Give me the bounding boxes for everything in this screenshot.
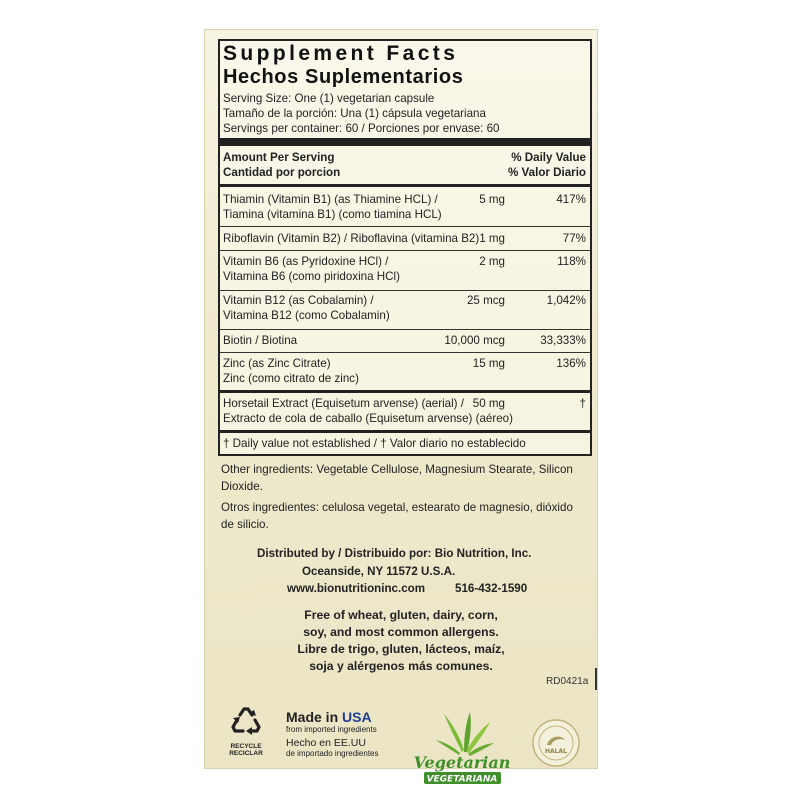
amount-header-en: Amount Per Serving	[223, 151, 335, 164]
vegetarian-logo	[410, 710, 515, 786]
dv-header-en: % Daily Value	[511, 151, 586, 164]
edge-mark	[595, 668, 597, 690]
nutrient-dv: 118%	[557, 255, 586, 268]
nutrient-amount: 25 mcg	[466, 294, 505, 307]
website-link[interactable]: www.bionutritioninc.com	[287, 582, 426, 595]
allergen-es-2: soja y alérgenos más comunes.	[309, 659, 493, 673]
other-ingredients-en: Other ingredients: Vegetable Cellulose, Magnesium Stearate, Silicon Dioxide.	[221, 463, 573, 493]
servings-per-container: Servings per container: 60 / Porciones por envase: 60	[223, 122, 500, 135]
row-divider	[220, 290, 590, 291]
serving-size-es: Tamaño de la porción: Una (1) cápsula vegetariana	[223, 107, 486, 120]
de-importado-text: de importado ingredientes	[286, 749, 379, 758]
medium-divider	[220, 430, 590, 433]
nutrient-name: Horsetail Extract (Equisetum arvense) (aerial) / Extracto de cola de caballo (Equisetum arvense) (aéreo)	[223, 397, 513, 425]
vegetarian-text: Vegetarian	[413, 753, 511, 772]
halal-text: HALAL	[545, 748, 567, 755]
distributor-line: Distributed by / Distribuido por: Bio Nutrition, Inc.	[257, 547, 532, 560]
nutrient-name: Zinc (as Zinc Citrate) Zinc (como citrato de zinc)	[223, 357, 359, 385]
hecho-en-text: Hecho en EE.UU	[286, 737, 366, 749]
nutrient-amount: 2 mg	[479, 255, 505, 268]
recycle-text: RECYCLE	[230, 743, 262, 750]
row-divider	[220, 329, 590, 330]
medium-divider	[220, 390, 590, 393]
nutrient-dv: 136%	[556, 357, 586, 370]
nutrient-amount: 50 mg	[472, 397, 505, 410]
facts-title-es: Hechos Suplementarios	[223, 66, 464, 88]
nutrient-amount: 15 mg	[472, 357, 505, 370]
allergen-en-1: Free of wheat, gluten, dairy, corn,	[304, 608, 498, 622]
lot-code: RD0421a	[546, 676, 589, 687]
facts-title-en: Supplement Facts	[223, 42, 459, 65]
recycle-icon	[229, 706, 263, 738]
allergen-en-2: soy, and most common allergens.	[303, 625, 499, 639]
dv-header-es: % Valor Diario	[508, 166, 586, 179]
distributor-address: Oceanside, NY 11572 U.S.A.	[302, 565, 456, 578]
nutrient-dv: 417%	[556, 193, 586, 206]
supplement-facts-panel	[218, 39, 592, 456]
footnote: † Daily value not established / † Valor diario no establecido	[223, 437, 526, 450]
nutrient-name: Biotin / Biotina	[223, 334, 298, 347]
row-divider	[220, 250, 590, 251]
row-divider	[220, 352, 590, 353]
nutrient-amount: 10,000 mcg	[444, 334, 505, 347]
halal-seal-icon	[531, 718, 581, 768]
thick-divider	[220, 138, 590, 146]
made-in-text: Made in	[286, 709, 339, 725]
nutrient-name: Thiamin (Vitamin B1) (as Thiamine HCL) / Tiamina (vitamina B1) (como tiamina HCL)	[223, 193, 442, 221]
serving-size: Serving Size: One (1) vegetarian capsule	[223, 92, 435, 105]
supplement-label	[204, 29, 598, 785]
nutrient-dv: †	[579, 397, 586, 410]
nutrient-amount: 5 mg	[479, 193, 505, 206]
nutrient-name: Riboflavin (Vitamin B2) / Riboflavina (vitamina B2)	[223, 232, 480, 245]
nutrient-amount: 1 mg	[479, 232, 505, 245]
other-ingredients-es: Otros ingredientes: celulosa vegetal, estearato de magnesio, dióxido de silicio.	[221, 501, 573, 531]
amount-header	[223, 150, 340, 180]
medium-divider	[220, 184, 590, 187]
recycle-logo	[228, 706, 264, 757]
amount-header-es: Cantidad por porcion	[223, 166, 341, 179]
from-imported-text: from imported ingredients	[286, 725, 377, 734]
allergen-es-1: Libre de trigo, gluten, lácteos, maíz,	[297, 642, 505, 656]
made-in-usa-logo	[286, 710, 396, 758]
phone-number: 516-432-1590	[455, 582, 528, 595]
nutrient-name: Vitamin B12 (as Cobalamin) / Vitamina B12 (como Cobalamin)	[223, 294, 390, 322]
nutrient-dv: 1,042%	[546, 294, 586, 307]
leaf-icon	[410, 710, 515, 786]
nutrient-name: Vitamin B6 (as Pyridoxine HCl) / Vitamina B6 (como piridoxina HCl)	[223, 255, 400, 283]
vegetariana-text: VEGETARIANA	[426, 774, 498, 785]
reciclar-text: RECICLAR	[229, 750, 263, 757]
nutrient-dv: 77%	[562, 232, 586, 245]
halal-logo	[531, 718, 581, 768]
row-divider	[220, 226, 590, 227]
usa-text: USA	[342, 709, 372, 725]
nutrient-dv: 33,333%	[540, 334, 586, 347]
daily-value-header	[508, 150, 586, 180]
